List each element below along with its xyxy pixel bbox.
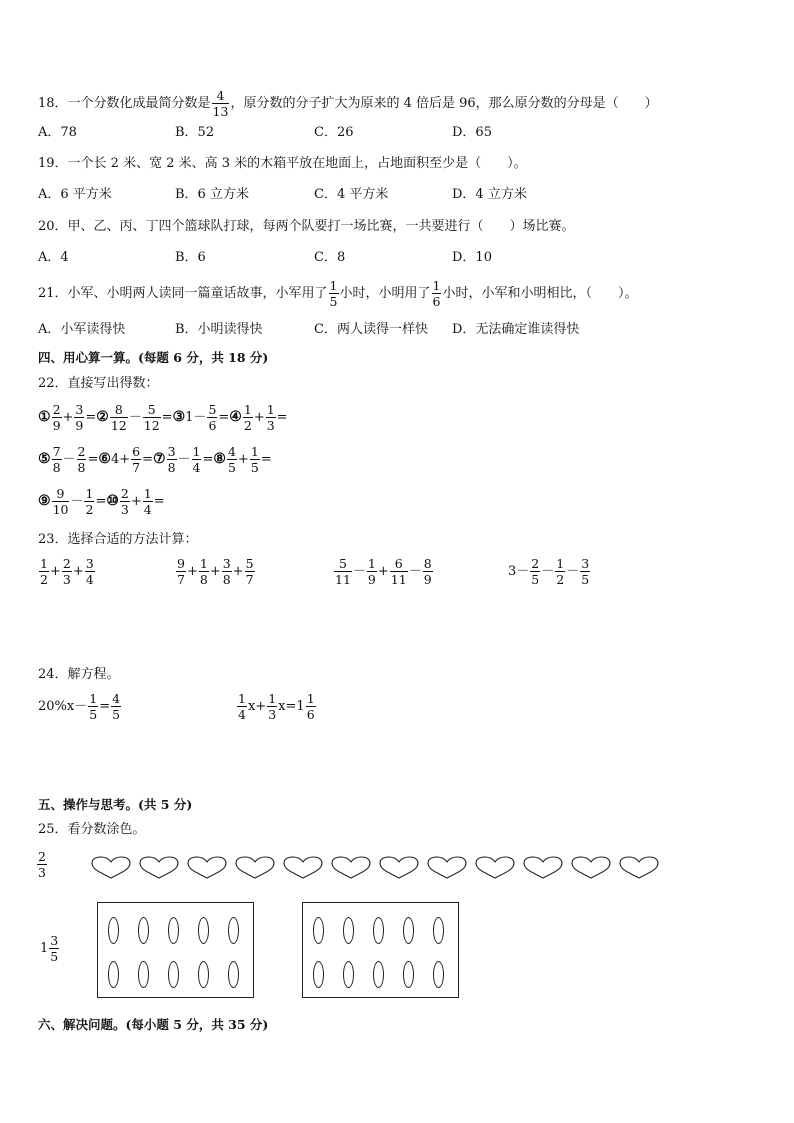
fraction [423,556,433,587]
frac-num: 1 [243,402,252,417]
fraction [243,402,253,433]
frac-den: 11 [335,572,351,587]
op: + [237,452,249,467]
circled-number: ⑤ [38,451,51,467]
frac-num: 5 [245,556,254,571]
heart-shape[interactable] [378,856,420,880]
op: + [377,564,389,579]
circled-number: ① [38,409,51,425]
fraction [131,444,141,475]
q21-fraction-1 [329,278,339,309]
frac-den: 9 [75,418,84,433]
frac-den: 3 [268,707,277,722]
frac-den: 6 [432,294,441,309]
frac-den: 3 [62,572,71,587]
op: = [153,494,165,509]
fraction [306,691,316,722]
frac-num: 9 [177,556,185,571]
fraction [143,486,153,517]
circled-number: ④ [229,409,242,425]
frac-num: 5 [147,402,156,417]
fraction [143,402,161,433]
fraction [84,486,94,517]
q21-text-pre: 21．小军、小明两人读同一篇童话故事，小军用了 [38,286,328,301]
oval-shape[interactable] [228,917,239,944]
fraction [88,691,98,722]
q23-expr-2 [175,556,256,587]
op: = [285,699,297,714]
q23-title: 23．选择合适的方法计算： [38,532,198,547]
q19-option-c: C．4 平方米 [314,187,389,202]
op: + [62,410,74,425]
oval-box-2 [302,902,459,998]
q18-stem [38,88,658,119]
section-5-heading: 五、操作与思考。(共 5 分) [38,797,193,812]
frac-num: 1 [266,402,275,417]
fraction [207,402,217,433]
term: 20%x [38,699,75,714]
frac-den: 8 [167,460,176,475]
frac-den: 13 [212,104,229,119]
oval-shape[interactable] [313,917,324,944]
frac-num: 2 [38,849,46,864]
frac-den: 5 [112,707,121,722]
oval-shape[interactable] [433,961,444,988]
op: + [209,564,221,579]
frac-num: 2 [62,556,71,571]
circled-number: ⑧ [213,451,226,467]
q20-stem: 20．甲、乙、丙、丁四个篮球队打球，每两个队要打一场比赛，一共要进行（ ）场比赛。 [38,219,575,234]
fraction [199,556,209,587]
frac-den: 8 [77,460,86,475]
fraction [580,556,590,587]
fraction [52,402,62,433]
frac-num: 1 [238,691,246,706]
fraction [85,556,95,587]
frac-den: 8 [199,572,208,587]
q18-text-pre: 18．一个分数化成最简分数是 [38,96,211,111]
frac-den: 5 [531,572,540,587]
frac-num: 7 [52,444,61,459]
oval-shape[interactable] [198,961,209,988]
frac-den: 3 [266,418,275,433]
frac-den: 9 [367,572,376,587]
frac-num: 8 [423,556,432,571]
op: = [99,699,111,714]
frac-num: 1 [143,486,152,501]
heart-shape[interactable] [186,856,228,880]
op: = [87,452,99,467]
frac-den: 6 [306,707,315,722]
q19-stem: 19．一个长 2 米、宽 2 米、高 3 米的木箱平放在地面上，占地面积至少是（ ）。 [38,156,527,171]
frac-num: 2 [77,444,86,459]
frac-den: 3 [120,502,129,517]
oval-shape[interactable] [138,961,149,988]
q18-option-b: B．52 [175,125,215,140]
heart-shape[interactable] [618,856,660,880]
q25-title: 25．看分数涂色。 [38,822,146,837]
op: = [260,452,272,467]
fraction [176,556,186,587]
q24-equation-1 [38,691,122,722]
frac-den: 12 [110,418,127,433]
op: = [85,410,97,425]
section-4-heading: 四、用心算一算。(每题 6 分，共 18 分) [38,350,269,365]
circled-number: ⑨ [38,493,51,509]
op: － [62,452,76,467]
q21-fraction-2 [432,278,442,309]
op: － [352,564,366,579]
heart-shape[interactable] [330,856,372,880]
circled-number: ⑦ [153,451,166,467]
frac-den: 5 [50,949,59,964]
op: － [541,564,555,579]
op: － [128,410,142,425]
frac-num: 4 [112,691,121,706]
frac-den: 12 [143,418,160,433]
fraction [267,691,277,722]
q23-expr-1 [38,556,96,587]
op: － [516,564,530,579]
op: － [177,452,191,467]
section-6-heading: 六、解决问题。(每小题 5 分，共 35 分) [38,1017,269,1032]
frac-num: 4 [216,88,225,103]
op: = [202,452,214,467]
oval-shape[interactable] [228,961,239,988]
frac-den: 2 [40,572,48,587]
frac-num: 3 [581,556,590,571]
frac-den: 6 [208,418,217,433]
fraction [367,556,377,587]
frac-num: 1 [250,444,259,459]
q23-expr-4 [508,556,591,587]
frac-den: 4 [192,460,201,475]
oval-shape[interactable] [343,961,354,988]
q21-text-mid: 小时，小明用了 [339,286,431,301]
fraction [52,486,70,517]
heart-shape[interactable] [426,856,468,880]
frac-den: 7 [132,460,141,475]
op: + [186,564,198,579]
q18-option-c: C．26 [314,125,354,140]
frac-num: 1 [40,556,48,571]
fraction [52,444,62,475]
frac-num: 1 [89,691,98,706]
frac-den: 4 [143,502,152,517]
oval-shape[interactable] [138,917,149,944]
frac-num: 1 [329,278,338,293]
frac-num: 6 [394,556,403,571]
q21-option-c: C．两人读得一样快 [314,322,428,337]
integer: 1 [296,699,305,714]
op: = [276,410,288,425]
op: － [566,564,580,579]
frac-num: 1 [432,278,441,293]
op: + [232,564,244,579]
op: = [95,494,107,509]
q18-option-a: A．78 [38,125,77,140]
frac-num: 1 [367,556,376,571]
q20-option-c: C．8 [314,250,346,265]
oval-shape[interactable] [198,917,209,944]
q19-option-d: D．4 立方米 [452,187,527,202]
op: + [253,410,265,425]
frac-num: 3 [222,556,231,571]
oval-shape[interactable] [168,961,179,988]
fraction [390,556,408,587]
frac-num: 9 [56,486,65,501]
q19-option-a: A．6 平方米 [38,187,112,202]
heart-shape[interactable] [234,856,276,880]
op: + [255,699,267,714]
q22-row-2 [38,444,272,475]
op: － [74,699,88,714]
frac-den: 4 [85,572,94,587]
frac-den: 5 [227,460,236,475]
frac-num: 8 [114,402,123,417]
q25-mixed-number [40,933,60,964]
frac-den: 2 [85,502,94,517]
fraction [222,556,232,587]
fraction [227,444,237,475]
op: + [49,564,61,579]
fraction [555,556,565,587]
q19-option-b: B．6 立方米 [175,187,249,202]
frac-num: 1 [199,556,208,571]
oval-shape[interactable] [168,917,179,944]
integer: 1 [40,941,49,956]
frac-num: 6 [132,444,141,459]
circled-number: ⑥ [98,451,111,467]
frac-den: 11 [390,572,407,587]
heart-shape[interactable] [138,856,180,880]
frac-num: 1 [192,444,201,459]
frac-num: 5 [338,556,347,571]
fraction [77,444,87,475]
heart-shape[interactable] [570,856,612,880]
op: + [119,452,131,467]
frac-num: 3 [50,933,59,948]
fraction [192,444,202,475]
q22-row-1 [38,402,288,433]
frac-den: 2 [556,572,565,587]
q21-stem [38,278,637,309]
frac-den: 7 [245,572,254,587]
q24-title: 24．解方程。 [38,667,120,682]
fraction [530,556,540,587]
fraction [110,402,128,433]
fraction [49,933,59,964]
fraction [120,486,130,517]
frac-num: 1 [85,486,94,501]
frac-den: 10 [52,502,69,517]
q22-row-3 [38,486,165,517]
frac-den: 3 [38,865,46,880]
frac-den: 8 [52,460,61,475]
variable: x [247,699,256,714]
q24-equation-2 [236,691,317,722]
oval-shape[interactable] [108,961,119,988]
op: － [408,564,422,579]
fraction [334,556,352,587]
fraction [266,402,276,433]
heart-row [90,856,670,882]
q18-fraction [212,88,230,119]
oval-shape[interactable] [433,917,444,944]
q22-title: 22．直接写出得数： [38,376,159,391]
frac-num: 3 [75,402,84,417]
heart-shape[interactable] [474,856,516,880]
variable: x [278,699,286,714]
q21-option-b: B．小明读得快 [175,322,263,337]
frac-den: 5 [89,707,98,722]
fraction [37,849,47,880]
q25-fraction-hearts [36,849,48,880]
frac-den: 4 [238,707,246,722]
frac-den: 5 [581,572,590,587]
integer: 3 [508,564,517,579]
op: = [218,410,230,425]
q18-option-d: D．65 [452,125,492,140]
heart-shape[interactable] [522,856,564,880]
heart-shape[interactable] [90,856,132,880]
frac-num: 3 [167,444,176,459]
frac-den: 9 [423,572,432,587]
q20-option-d: D．10 [452,250,492,265]
frac-num: 2 [531,556,540,571]
fraction [245,556,255,587]
oval-shape[interactable] [403,961,414,988]
oval-shape[interactable] [403,917,414,944]
integer: 1 [185,410,194,425]
frac-den: 5 [329,294,338,309]
op: + [130,494,142,509]
fraction [111,691,121,722]
op: － [193,410,207,425]
frac-num: 3 [85,556,94,571]
q23-expr-3 [333,556,434,587]
frac-num: 5 [208,402,217,417]
fraction [167,444,177,475]
circled-number: ② [96,409,109,425]
frac-num: 4 [227,444,236,459]
op: + [72,564,84,579]
oval-box-1 [97,902,254,998]
fraction [39,556,49,587]
oval-shape[interactable] [373,917,384,944]
frac-den: 7 [177,572,185,587]
oval-shape[interactable] [343,917,354,944]
op: = [161,410,173,425]
oval-shape[interactable] [373,961,384,988]
q18-text-post: ，原分数的分子扩大为原来的 4 倍后是 96，那么原分数的分母是（ ） [230,96,658,111]
frac-num: 2 [120,486,129,501]
integer: 4 [110,452,120,467]
q20-option-b: B．6 [175,250,206,265]
q21-text-post: 小时，小军和小明相比，（ ）。 [442,286,638,301]
frac-den: 2 [243,418,252,433]
frac-den: 5 [250,460,259,475]
frac-num: 2 [52,402,61,417]
op: － [70,494,84,509]
q21-option-a: A．小军读得快 [38,322,126,337]
oval-shape[interactable] [108,917,119,944]
q21-option-d: D．无法确定谁读得快 [452,322,580,337]
circled-number: ⑩ [106,493,119,509]
frac-num: 1 [306,691,315,706]
fraction [62,556,72,587]
circled-number: ③ [172,409,186,425]
fraction [250,444,260,475]
heart-shape[interactable] [282,856,324,880]
frac-den: 8 [222,572,231,587]
fraction [74,402,84,433]
op: = [142,452,153,467]
q20-option-a: A．4 [38,250,69,265]
frac-den: 9 [52,418,61,433]
frac-num: 1 [268,691,277,706]
frac-num: 1 [556,556,565,571]
fraction [237,691,247,722]
oval-shape[interactable] [313,961,324,988]
